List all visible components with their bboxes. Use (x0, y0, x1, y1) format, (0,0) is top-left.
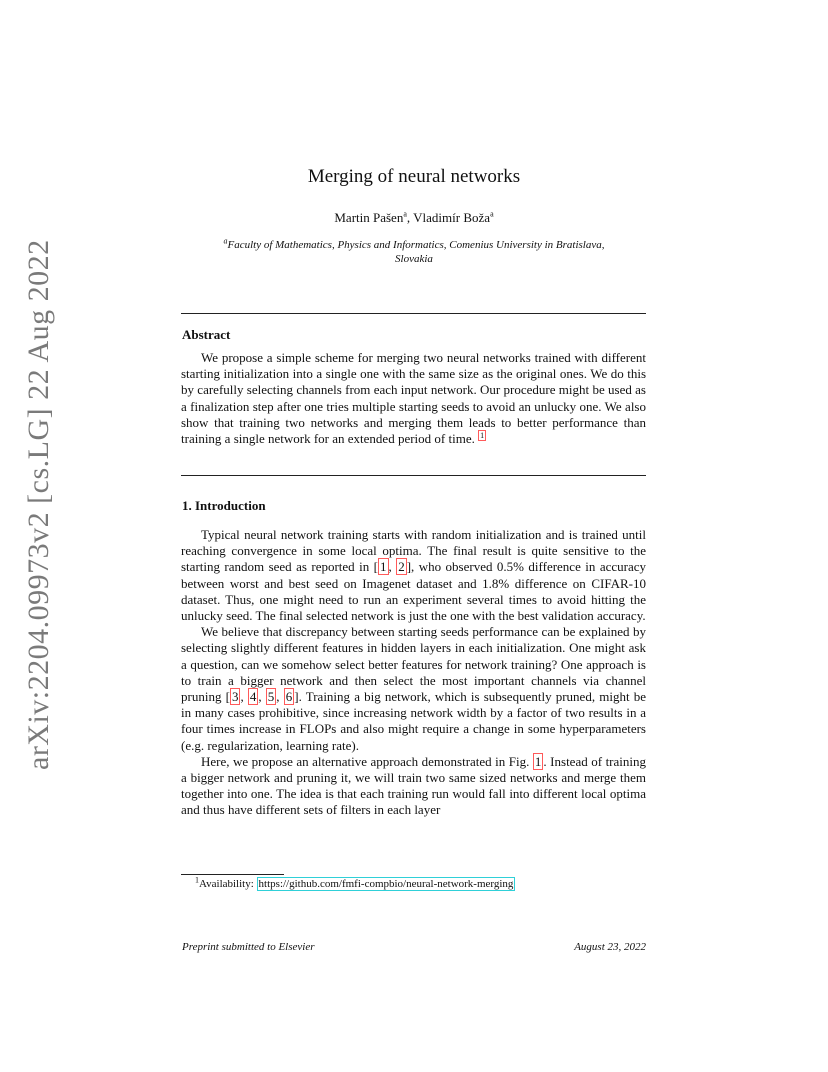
footer-date: August 23, 2022 (574, 941, 646, 953)
text-run: . Instead of training a bigger network and pruning it, we will train two same sized networks and merge them together into one. The idea is that each training run would fall into different local optima and thus have different sets of filters in each layer (181, 753, 647, 818)
arxiv-identifier: arXiv:2204.09973v2 [cs.LG] 22 Aug 2022 (22, 239, 55, 770)
text-run: We believe that discrepancy between starting seeds performance can be explained by selecting slightly different features in hidden layers in each initialization. One might ask a question, can we somehow select better features for network training? One approach is to train a bigger network and then select the most important channels via channel pruning (181, 624, 646, 705)
citation-link[interactable]: 3 (231, 689, 239, 705)
footnote-mark: 1 (195, 875, 199, 885)
affiliation-mark: a (223, 236, 228, 246)
text-run: , who observed 0.5% difference in accuracy between worst and best seed on Imagenet dataset and 1.8% difference on CIFAR-10 dataset. Thus, one might need to run an experiment several times to avoid hitting the unlucky seed. The final selected network is just the one with the best validation accuracy. (181, 559, 647, 624)
citation-link[interactable]: 6 (285, 689, 293, 705)
paragraph: We believe that discrepancy between starting seeds performance can be explained by selecting slightly different features in hidden layers in each initialization. One might ask a question, can we somehow select better features for network training? One approach is to train a bigger network and then select the most important channels via channel pruning [ 3 , 4 , 5 , 6 ]. Training a big network, which is subsequently pruned, might be in many cases prohibitive, since increasing network width by a factor of two results in a four times increase in FLOPs and also might require a change in some hyperparameters (e.g. regularization, learning rate). (181, 624, 647, 753)
abstract-top-rule (181, 313, 646, 314)
affiliation-mark: a (403, 209, 407, 219)
affiliation-text: Faculty of Mathematics, Physics and Informatics, Comenius University in Bratislava, Slovakia (227, 239, 605, 265)
citation-link[interactable]: 2 (398, 559, 405, 575)
text-run: . Training a big network, which is subsequently pruned, might be in many cases prohibitive, since increasing network width by a factor of two results in a four times increase in FLOPs and also might require a change in some hyperparameters (e.g. regularization, learning rate). (181, 689, 647, 753)
footnote-link[interactable]: 1 (480, 430, 485, 440)
abstract-body (181, 350, 646, 447)
footer-journal: Preprint submitted to Elsevier (182, 941, 315, 953)
affiliation (222, 238, 606, 266)
abstract-text: We propose a simple scheme for merging two neural networks trained with different starting initialization into a single one with the same size as the original ones. We do this by carefully selecting channels from each input network. Our procedure might be used as a finalization step after one tries multiple starting seeds to avoid an unlucky one. We also show that training two networks and merging them leads to better performance than training a single network for an extended period of time. (181, 350, 646, 447)
text-run: Typical neural network training starts with random initialization and is trained until reaching convergence in some local optima. The final result is quite sensitive to the starting random seed as reported in (181, 527, 646, 575)
footnote (195, 875, 515, 890)
paper-title: Merging of neural networks (307, 166, 521, 187)
paragraph (181, 754, 646, 819)
citation-link[interactable]: 1 (380, 559, 387, 575)
citation-link[interactable]: 5 (267, 689, 275, 705)
author-name: Vladimír Boža (413, 210, 491, 225)
section-heading: 1. Introduction (182, 498, 266, 513)
author-list: Martin Pašen$^a$, Vladimír Boža$^a$ (334, 209, 494, 225)
abstract-bottom-rule (181, 475, 646, 476)
footnote-label: Availability: (199, 878, 257, 890)
affiliation-mark: a (490, 209, 494, 219)
citation-link[interactable]: 4 (249, 689, 257, 705)
paragraph: Typical neural network training starts with random initialization and is trained until reaching convergence in some local optima. The final result is quite sensitive to the starting random seed as reported in [ 1 , 2 ], who observed 0.5% difference in accuracy between worst and best seed on Imagenet dataset and 1.8% difference on CIFAR-10 dataset. Thus, one might need to run an experiment several times to avoid hitting the unlucky seed. The final selected network is just the one with the best validation accuracy. (181, 527, 647, 624)
text-run: Here, we propose an alternative approach demonstrated in Fig. (201, 753, 533, 769)
figure-link[interactable]: 1 (534, 753, 542, 769)
abstract-heading: Abstract (182, 327, 231, 342)
introduction-body (181, 527, 646, 819)
repository-link[interactable]: https://github.com/fmfi-compbio/neural-network-merging (258, 878, 514, 890)
author-name: Martin Pašen (334, 210, 404, 225)
